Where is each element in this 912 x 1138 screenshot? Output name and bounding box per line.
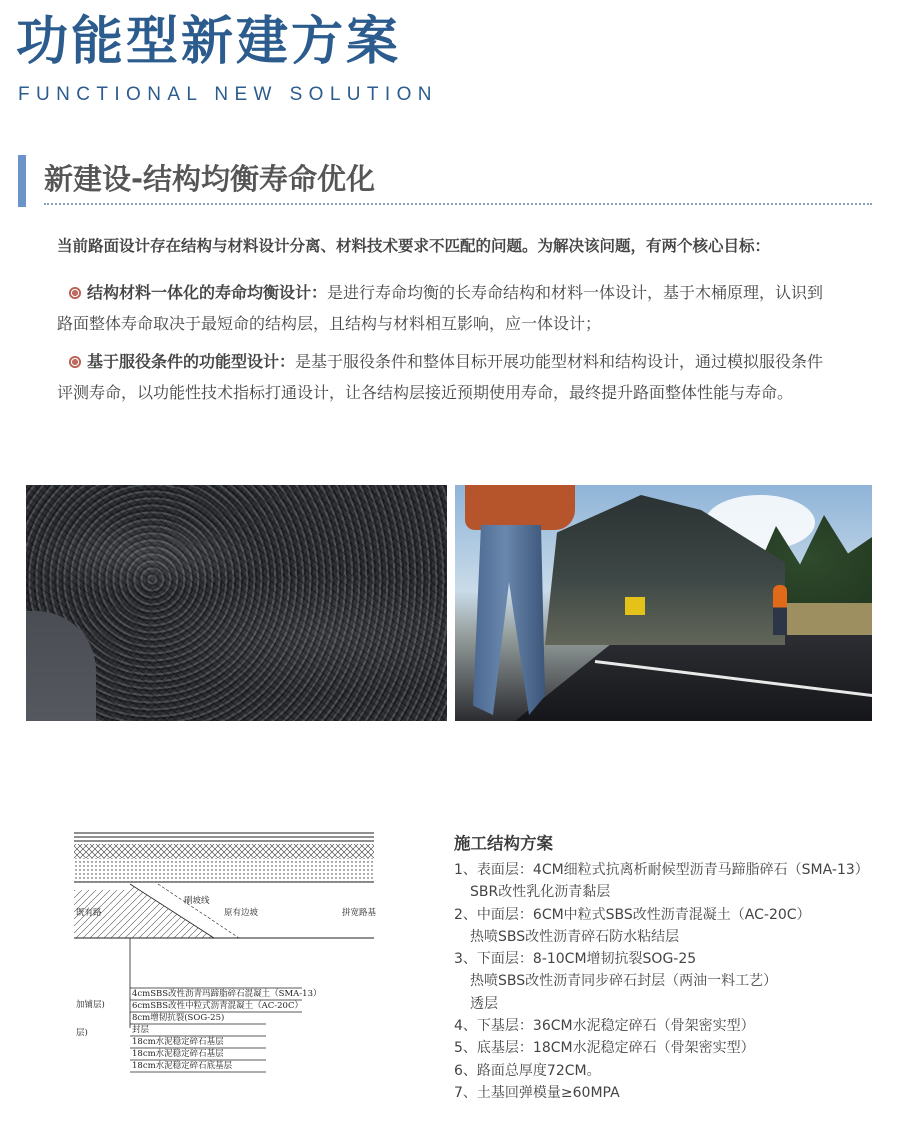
- drawing-layer-label: 8cm增韧抗裂(SOG-25): [132, 1013, 225, 1023]
- scheme-item: 热喷SBS改性沥青同步碎石封层（两油一料工艺）: [470, 973, 778, 990]
- scheme-item: 7、土基回弹模量≥60MPA: [454, 1084, 620, 1101]
- drawing-layer-label: 4cmSBS改性沥青玛蹄脂碎石混凝土（SMA-13）: [132, 989, 322, 999]
- drawing-label-original-slope: 原有边坡: [224, 908, 259, 918]
- drawing-layer-label: 18cm水泥稳定碎石底基层: [132, 1061, 233, 1071]
- goal-point-lead: 基于服役条件的功能型设计：: [87, 352, 296, 371]
- goal-point-text: 是进行寿命均衡的长寿命结构和材料一体设计，基于木桶原理，认识到路面整体寿命取决于最短命的结构层，且结构与材料相互影响，应一体设计；: [57, 283, 824, 333]
- section-title: 新建设-结构均衡寿命优化: [44, 162, 376, 196]
- drawing-label-existing-road: 既有路: [76, 908, 102, 918]
- scheme-item: 热喷SBS改性沥青碎石防水粘结层: [470, 928, 680, 945]
- scheme-list: [454, 859, 894, 1104]
- drawing-layer-label: 18cm水泥稳定碎石基层: [132, 1049, 224, 1059]
- intro-text: 当前路面设计存在结构与材料设计分离、材料技术要求不匹配的问题。为解决该问题，有两个核心目标：: [57, 237, 771, 255]
- page-subtitle-en: FUNCTIONAL NEW SOLUTION: [18, 84, 438, 105]
- scheme-item: 3、下面层：8-10CM增韧抗裂SOG-25: [454, 951, 697, 968]
- scheme-item: 2、中面层：6CM中粒式SBS改性沥青混凝土（AC-20C）: [454, 906, 811, 923]
- page-title: 功能型新建方案: [16, 12, 402, 72]
- bullet-circle-icon: [69, 356, 81, 368]
- goal-point-lead: 结构材料一体化的寿命均衡设计：: [87, 283, 328, 302]
- pavement-structure-lines: [74, 828, 378, 1083]
- scheme-title: 施工结构方案: [454, 834, 553, 853]
- section-accent-bar: [18, 155, 26, 207]
- paving-construction-photo: [455, 485, 872, 721]
- drawing-label-overlay: 加铺层): [76, 1000, 105, 1010]
- section-divider: [44, 203, 872, 205]
- drawing-label-slope-line: 刷坡线: [184, 896, 210, 906]
- goal-point-2: [57, 346, 837, 408]
- scheme-item: 6、路面总厚度72CM。: [454, 1062, 601, 1079]
- goal-point-text: 是基于服役条件和整体目标开展功能型材料和结构设计，通过模拟服役条件评测寿命，以功能性技术指标打通设计，让各结构层接近预期使用寿命，最终提升路面整体性能与寿命。: [57, 352, 824, 402]
- drawing-layer-label: 18cm水泥稳定碎石基层: [132, 1037, 224, 1047]
- scheme-item: 1、表面层：4CM细粒式抗离析耐候型沥青马蹄脂碎石（SMA-13）: [454, 862, 869, 878]
- scheme-item: 5、底基层：18CM水泥稳定碎石（骨架密实型）: [454, 1040, 755, 1057]
- asphalt-texture-photo: [26, 485, 447, 721]
- bullet-circle-icon: [69, 287, 81, 299]
- drawing-layer-label: 6cmSBS改性中粒式沥青混凝土（AC-20C）: [132, 1001, 303, 1011]
- scheme-item: 透层: [470, 995, 498, 1012]
- scheme-item: 4、下基层：36CM水泥稳定碎石（骨架密实型）: [454, 1018, 755, 1035]
- goal-point-1: [57, 277, 837, 339]
- scheme-item: SBR改性乳化沥青黏层: [470, 884, 611, 901]
- drawing-label-widened-subgrade: 拼宽路基: [342, 908, 377, 918]
- drawing-label-layer: 层): [76, 1028, 88, 1038]
- drawing-layer-label: 封层: [132, 1025, 150, 1035]
- pavement-structure-drawing: [74, 828, 378, 1083]
